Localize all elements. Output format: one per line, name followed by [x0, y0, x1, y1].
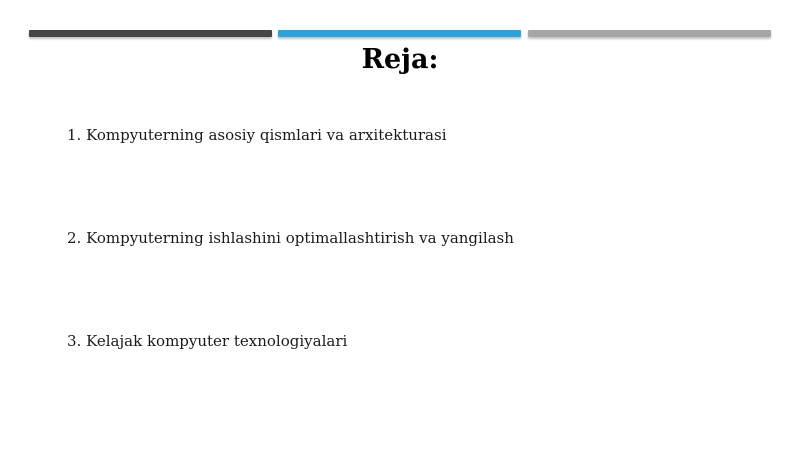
plan-item: 2. Kompyuterning ishlashini optimallashtirish va yangilash: [67, 229, 514, 247]
plan-item: 1. Kompyuterning asosiy qismlari va arxitekturasi: [67, 126, 447, 144]
top-decor-bars: [29, 30, 771, 38]
decor-bar-dark: [29, 30, 272, 37]
decor-bar-blue: [278, 30, 521, 37]
plan-item: 3. Kelajak kompyuter texnologiyalari: [67, 332, 348, 350]
decor-bar-gray: [528, 30, 771, 37]
slide-title: Reja:: [361, 44, 439, 75]
